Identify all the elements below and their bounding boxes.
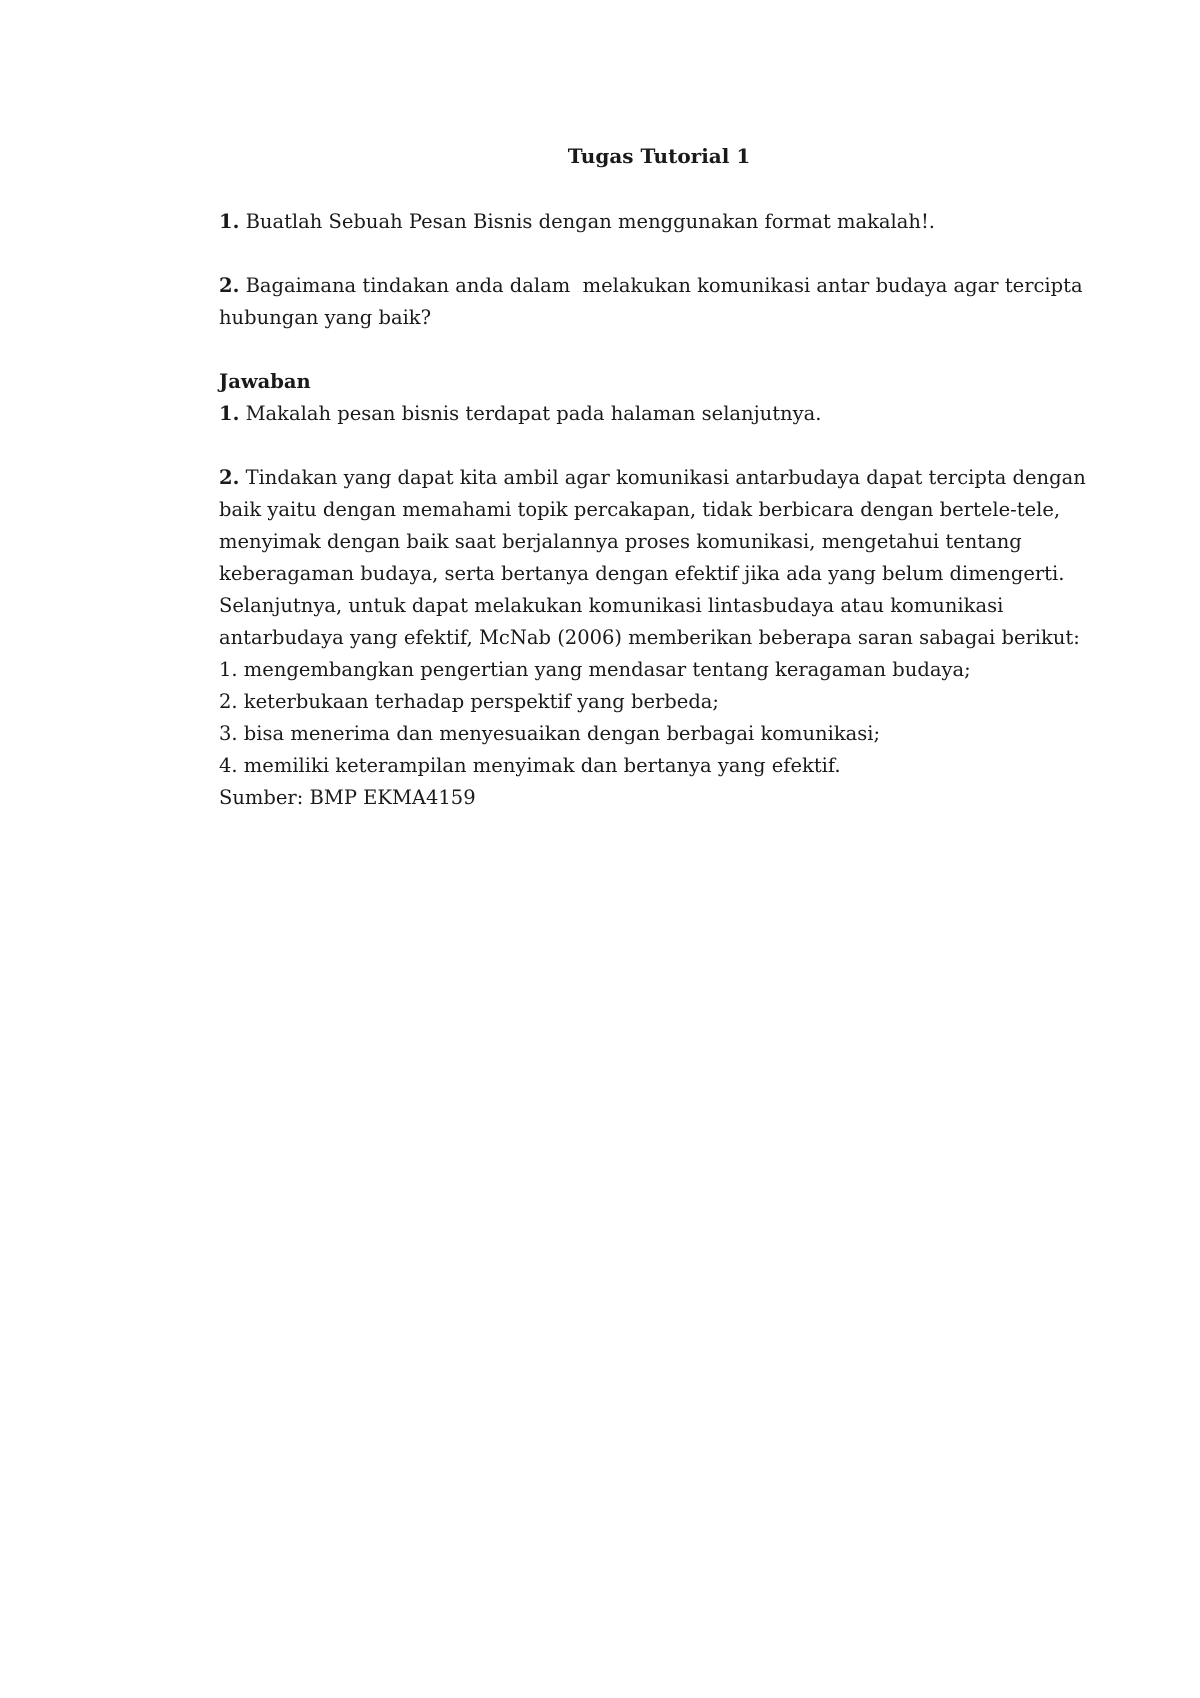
answer-2 [219, 462, 1099, 814]
answer-1-text: Makalah pesan bisnis terdapat pada halaman selanjutnya. [245, 402, 822, 425]
question-2-line-2: hubungan yang baik? [219, 306, 432, 329]
answers-heading: Jawaban [219, 370, 311, 393]
answer-1-number: 1. [219, 402, 240, 425]
answer-2-line-2: baik yaitu dengan memahami topik percakapan, tidak berbicara dengan bertele-tele, [219, 498, 1061, 521]
answer-2-line-4: keberagaman budaya, serta bertanya dengan efektif jika ada yang belum dimengerti. [219, 562, 1065, 585]
question-2 [219, 270, 1099, 334]
answer-1-line [219, 398, 1099, 430]
question-1-number: 1. [219, 210, 240, 233]
answer-2-list-item-4: 4. memiliki keterampilan menyimak dan bertanya yang efektif. [219, 754, 841, 777]
question-1 [219, 206, 1099, 238]
answer-2-line-1 [219, 462, 1099, 494]
answer-2-text-1: Tindakan yang dapat kita ambil agar komunikasi antarbudaya dapat tercipta dengan [245, 466, 1086, 489]
answer-2-list-item-2: 2. keterbukaan terhadap perspektif yang berbeda; [219, 690, 720, 713]
question-2-line-1 [219, 270, 1099, 302]
answer-2-line-3: menyimak dengan baik saat berjalannya proses komunikasi, mengetahui tentang [219, 530, 1022, 553]
document-title: Tugas Tutorial 1 [567, 144, 751, 168]
answer-2-list-item-1: 1. mengembangkan pengertian yang mendasar tentang keragaman budaya; [219, 658, 971, 681]
answer-2-number: 2. [219, 466, 240, 489]
question-2-number: 2. [219, 274, 240, 297]
question-1-text: Buatlah Sebuah Pesan Bisnis dengan menggunakan format makalah!. [245, 210, 935, 233]
question-2-text: Bagaimana tindakan anda dalam melakukan komunikasi antar budaya agar tercipta [245, 274, 1083, 297]
question-1-line [219, 206, 1099, 238]
answers-section [219, 366, 1099, 430]
document-page [219, 140, 1099, 814]
source-citation: Sumber: BMP EKMA4159 [219, 786, 476, 809]
answer-2-list-item-3: 3. bisa menerima dan menyesuaikan dengan berbagai komunikasi; [219, 722, 881, 745]
answer-2-line-6: antarbudaya yang efektif, McNab (2006) memberikan beberapa saran sabagai berikut: [219, 626, 1080, 649]
answer-2-line-5: Selanjutnya, untuk dapat melakukan komunikasi lintasbudaya atau komunikasi [219, 594, 1004, 617]
